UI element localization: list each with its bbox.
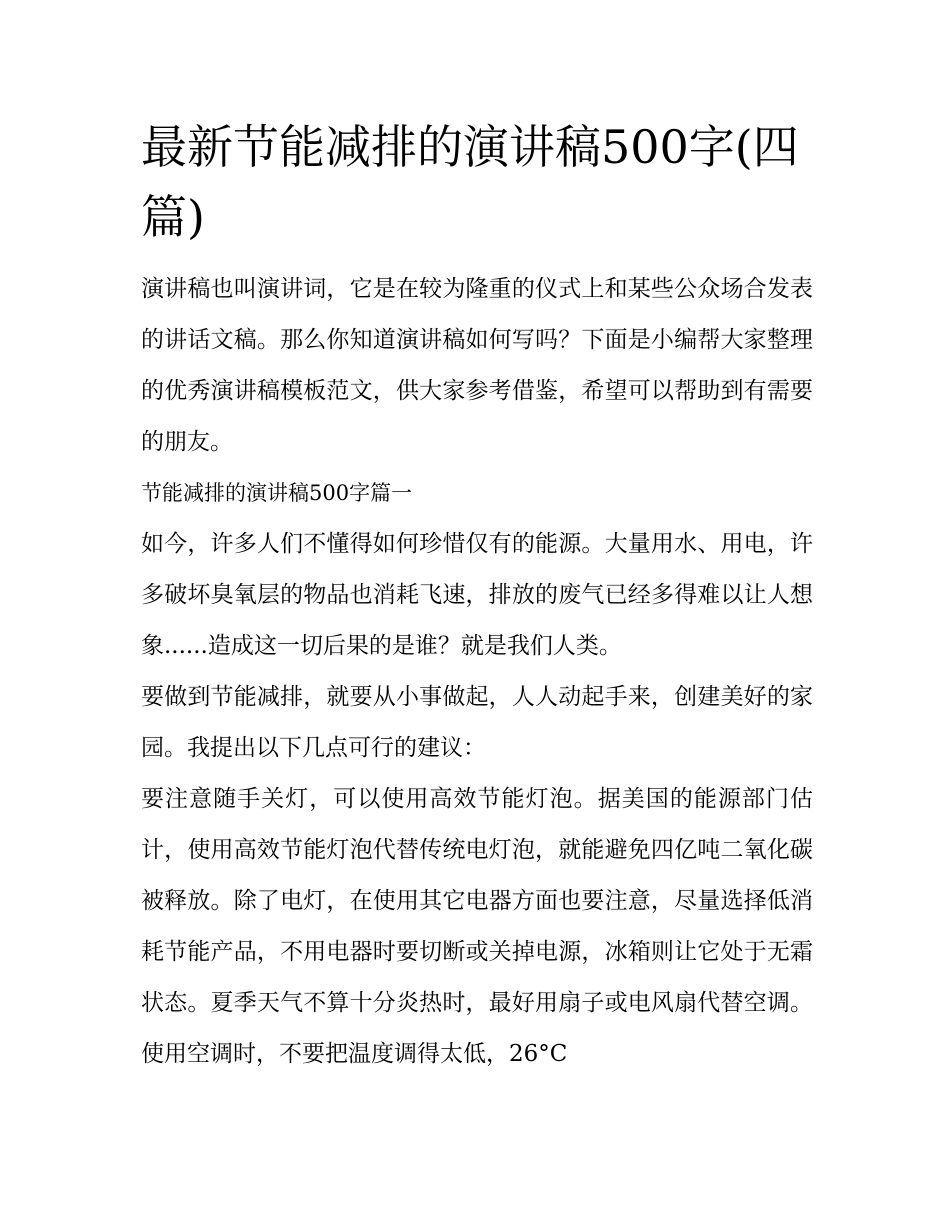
section-heading: 节能减排的演讲稿500字篇一: [141, 481, 413, 505]
body-paragraph-1: 如今，许多人们不懂得如何珍惜仅有的能源。大量用水、用电，许多破坏臭氧层的物品也消耗飞速，排放的废气已经多得难以让人想象......造成这一切后果的是谁？就是我们人类。: [141, 531, 813, 659]
document-body: [141, 112, 813, 1080]
document-title: 最新节能减排的演讲稿500字(四篇): [141, 120, 799, 244]
body-paragraph-2: 要做到节能减排，就要从小事做起，人人动起手来，创建美好的家园。我提出以下几点可行的建议：: [141, 684, 813, 761]
intro-paragraph: 演讲稿也叫演讲词，它是在较为隆重的仪式上和某些公众场合发表的讲话文稿。那么你知道演讲稿如何写吗？下面是小编帮大家整理的优秀演讲稿模板范文，供大家参考借鉴，希望可以帮助到有需要的朋友。: [141, 276, 813, 455]
body-paragraph-3: 要注意随手关灯，可以使用高效节能灯泡。据美国的能源部门估计，使用高效节能灯泡代替传统电灯泡，就能避免四亿吨二氧化碳被释放。除了电灯，在使用其它电器方面也要注意，尽量选择低消耗节能产品，不用电器时要切断或关掉电源，冰箱则让它处于无霜状态。夏季天气不算十分炎热时，最好用扇子或电风扇代替空调。使用空调时，不要把温度调得太低，26°C: [141, 786, 813, 1067]
